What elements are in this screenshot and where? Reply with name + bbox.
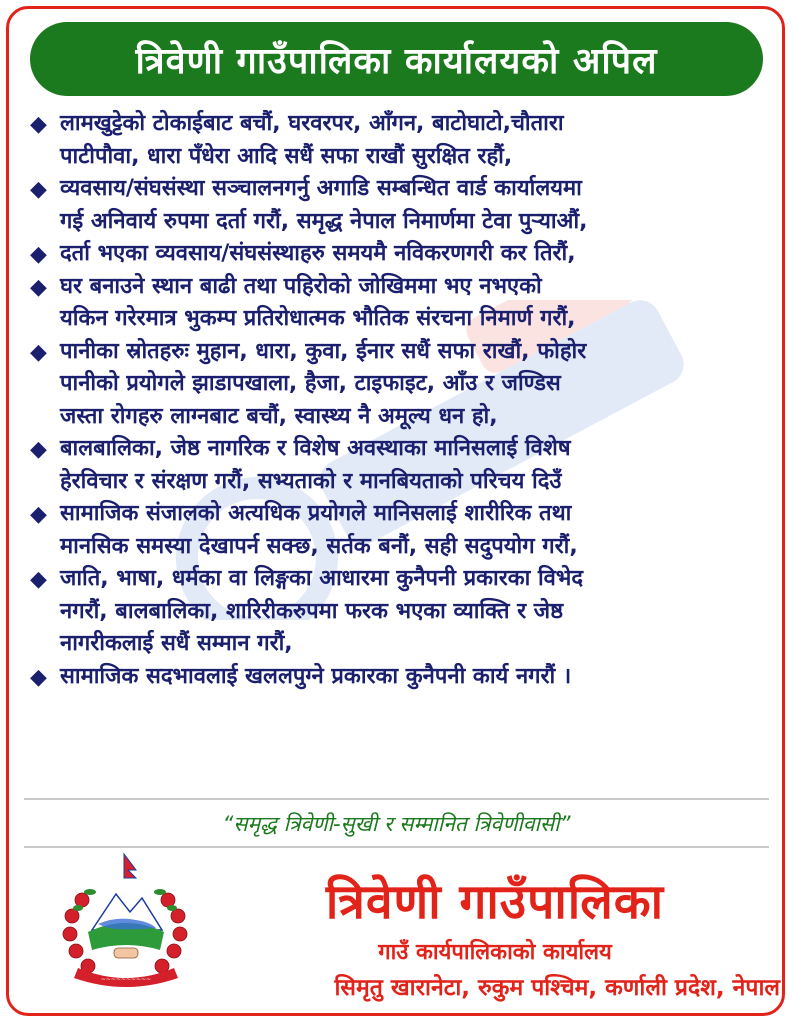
appeal-line: गई अनिवार्य रुपमा दर्ता गरौं, समृद्ध नेपाल निमार्णमा टेवा पुऱ्याऔं, bbox=[60, 208, 588, 234]
appeal-line: सामाजिक सदभावलाई खललपुग्ने प्रकारका कुनैपनी कार्य नगरौं । bbox=[60, 663, 572, 689]
appeal-item bbox=[30, 173, 770, 238]
appeal-line: यकिन गरेरमात्र भुकम्प प्रतिरोधात्मक भौतिक संरचना निमार्ण गरौं, bbox=[60, 306, 576, 331]
divider-top bbox=[24, 798, 769, 800]
page-title: त्रिवेणी गाउँपालिका कार्यालयको अपिल bbox=[135, 40, 658, 82]
appeal-line: लामखुट्टेको टोकाईबाट बचौं, घरवरपर, आँगन, बाटोघाटो,चौतारा bbox=[60, 111, 564, 136]
appeal-list bbox=[30, 108, 770, 693]
appeal-line: नागरीकलाई सधैं सम्मान गरौं, bbox=[60, 631, 293, 656]
appeal-item bbox=[30, 336, 770, 434]
svg-text:~~~~~~~~~~: ~~~~~~~~~~ bbox=[100, 976, 152, 983]
appeal-line: मानसिक समस्या देखापर्न सक्छ, सर्तक बनौं, सही सदुपयोग गरौं, bbox=[60, 533, 578, 559]
appeal-item bbox=[30, 433, 770, 498]
page-title-banner bbox=[30, 22, 763, 96]
appeal-line: बालबालिका, जेष्ठ नागरिक र विशेष अवस्थाका मानिसलाई विशेष bbox=[60, 436, 571, 461]
appeal-line: व्यवसाय/संघसंस्था सञ्चालनगर्नु अगाडि सम्बन्धित वार्ड कार्यालयमा bbox=[60, 176, 582, 201]
appeal-line: पानीका स्रोतहरुः मुहान, धारा, कुवा, ईनार सधैं सफा राखौं, फोहोर bbox=[60, 338, 587, 364]
appeal-item bbox=[30, 271, 770, 336]
divider-bottom bbox=[24, 846, 769, 848]
diamond-bullet-icon: ◆ bbox=[30, 177, 47, 202]
diamond-bullet-icon: ◆ bbox=[30, 664, 47, 690]
appeal-line: नगरौं, बालबालिका, शारिरीकरुपमा फरक भएका व्याक्ति र जेष्ठ bbox=[60, 598, 564, 624]
diamond-bullet-icon: ◆ bbox=[30, 242, 47, 267]
appeal-item bbox=[30, 238, 770, 271]
appeal-item bbox=[30, 563, 770, 661]
nepal-government-emblem-icon bbox=[56, 850, 196, 990]
organization-name: त्रिवेणी गाउँपालिका bbox=[325, 874, 665, 930]
diamond-bullet-icon: ◆ bbox=[30, 339, 47, 365]
office-name: गाउँ कार्यपालिकाको कार्यालय bbox=[378, 940, 612, 965]
address: सिमृतु खारानेटा, रुकुम पश्चिम, कर्णाली प्रदेश, नेपाल bbox=[334, 975, 780, 1001]
diamond-bullet-icon: ◆ bbox=[30, 567, 47, 592]
slogan: “समृद्ध त्रिवेणी-सुखी र सम्मानित त्रिवेणीवासी” bbox=[222, 812, 571, 836]
appeal-line: घर बनाउने स्थान बाढी तथा पहिरोको जोखिममा भए नभएको bbox=[60, 273, 542, 299]
appeal-line: हेरविचार र संरक्षण गरौं, सभ्यताको र मानबियताको परिचय दिउँ bbox=[60, 468, 562, 494]
diamond-bullet-icon: ◆ bbox=[30, 437, 47, 462]
appeal-line: पाटीपौवा, धारा पँधेरा आदि सधैं सफा राखौं सुरक्षित रहौं, bbox=[60, 143, 513, 169]
appeal-line: जस्ता रोगहरु लाग्नबाट बचौं, स्वास्थ्य नै अमूल्य धन हो, bbox=[60, 403, 498, 429]
appeal-item bbox=[30, 498, 770, 563]
appeal-line: दर्ता भएका व्यवसाय/संघसंस्थाहरु समयमै नविकरणगरी कर तिरौं, bbox=[60, 241, 576, 266]
diamond-bullet-icon: ◆ bbox=[30, 274, 47, 300]
appeal-line: पानीको प्रयोगले झाडापखाला, हैजा, टाइफाइट, आँउ र जण्डिस bbox=[60, 371, 561, 396]
appeal-item bbox=[30, 661, 770, 694]
appeal-line: सामाजिक संजालको अत्यधिक प्रयोगले मानिसलाई शारीरिक तथा bbox=[60, 501, 572, 526]
appeal-line: जाति, भाषा, धर्मका वा लिङ्गका आधारमा कुनैपनी प्रकारका विभेद bbox=[60, 566, 584, 591]
diamond-bullet-icon: ◆ bbox=[30, 502, 47, 527]
diamond-bullet-icon: ◆ bbox=[30, 112, 47, 137]
appeal-item bbox=[30, 108, 770, 173]
